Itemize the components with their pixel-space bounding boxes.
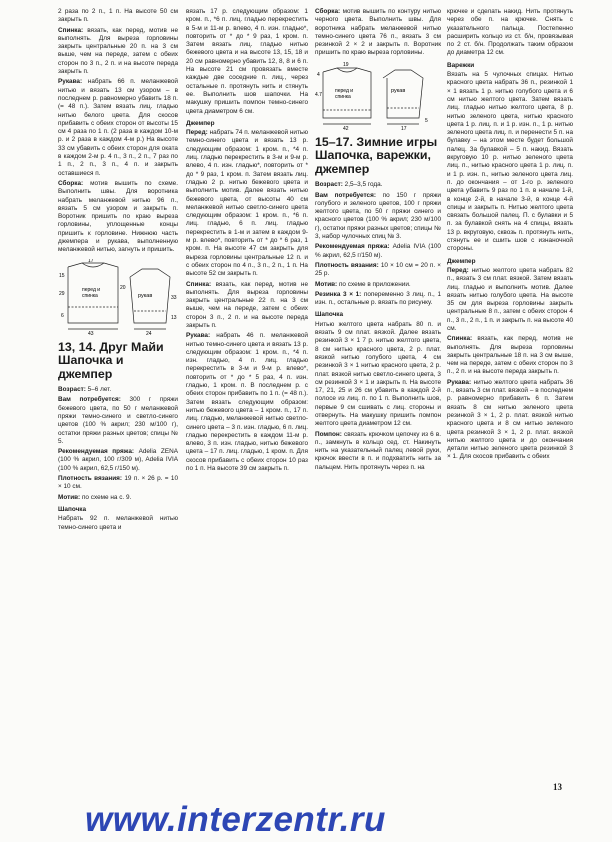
paragraph: [447, 335, 573, 376]
text-front: набрать 74 п. меланжевой нитью темно-синего цвета и вязать 13 р. следующим образом: 1 кром. п., *4 п. лиц. гладью перекрестить в 3-м и 9-м р. влево, 4 п. изн. гладью*, повторить от * до * 9 раз, 1 кром. п. Затем вязать лиц. гладью 2 р. нитью бежевого цвета и выполнить мотив. Далее вязать нитью бежевого цвета, от высоты 40 см меланжевой нитью светло-синего цвета следующим образом: 1 кром. п., *6 п. лиц. гладью, 6 п. лиц. гладью перекрестить в 1-м и затем в каждом 9-м р. влево*, повторить от * до * 6 раз, 1 кром. п. На высоте 47 см закрыть для выреза горловины центральные 12 п. и с обеих сторон по 4 п., 3 п., 2 п., 1 п. На высоте 52 см закрыть п.: [186, 129, 309, 278]
column-4: [447, 8, 573, 464]
pattern-diagram-jumper-1: [58, 259, 178, 335]
text-density: 10 × 10 см = 20 п. × 25 р.: [315, 261, 441, 278]
paragraph: [315, 181, 441, 189]
paragraph: [186, 281, 308, 331]
paragraph: [315, 291, 441, 308]
text-spinka: вязать, как перед, мотив не выполнять. Для выреза горловины закрыть центральные 22 п. на 3 см выше, чем на переде, затем с обеих сторон 3 п., 2 п. и на высоте переда закрыть п.: [186, 280, 308, 329]
text-spinka: вязать, как перед, мотив не выполнять. Для выреза горловины закрыть центральные 18 п. на 3 см выше, чем на переде, затем с обеих сторон по 3 п., 2 п. и на высоте переда закрыть п.: [447, 335, 573, 376]
paragraph: [447, 267, 573, 333]
text-age: 5–6 лет.: [87, 386, 112, 394]
text-spinka: вязать, как перед, мотив не выполнять. Для вырезa горловины закрыть центральные 20 п. на 3 см выше, чем на переде, затем с обеих сторон по 3 п., 2 п. и на высоте переда закрыть п.: [58, 26, 178, 76]
dim-5: 5: [425, 117, 428, 124]
subheading-mittens: Варежки: [447, 61, 475, 69]
paragraph: [315, 192, 441, 242]
subheading-jumper: Джемпер: [447, 257, 476, 265]
dim-19: 19: [343, 61, 349, 68]
dim-15: 15: [59, 272, 65, 279]
text-pompon: связать крючком цепочку из 6 в. п., замкнуть в кольцо сед. ст. Накинуть нить на указательный палец левой руки, крючок ввести в п. и подхватить нить за пальцем. Нить протянуть через п. на: [315, 430, 441, 471]
column-1: [58, 8, 178, 534]
text-rib: попеременно 3 лиц. п., 1 изн. п., остальные р. вязать по рисунку.: [315, 290, 442, 307]
footer-url[interactable]: www.interzentr.ru: [85, 800, 386, 839]
paragraph: [58, 180, 178, 255]
text-need: 300 г пряжи бежевого цвета, по 50 г меланжевой пряжи темно-синего и светло-синего цветов (100 % акрил; 230 м/100 г), остатки пряжи разных цветов; спицы № 5.: [58, 396, 178, 445]
label-yarn: Рекомендуемая пряжа:: [58, 448, 135, 456]
dim-20: 20: [120, 284, 126, 291]
paragraph: [58, 78, 178, 178]
text-sborka: мотив вышить по схеме. Выполнить швы. Для воротника набрать меланжевой нитью 96 п., вязать 5 см узором и закрыть п. Воротник пришить по краю выреза горловины, уплощенные концы пришить к горловине. Нижнюю часть джемпера и рукава, выполненную меланжевой нитью, загнуть и пришить.: [58, 179, 179, 254]
dim-47: 4.7: [315, 91, 322, 98]
text-density: 19 п. × 26 р. = 10 × 10 см.: [58, 475, 178, 491]
text-rukav: набрать 66 п. меланжевой нитью и вязать 13 см узором – в последнем р. равномерно убавить 18 п. (= 48 п.). Затем вязать лиц. гладью нитью белого цвета. Для скосов прибавить с обеих сторон от высоты 15 см 4 раза по 1 п. (2 раза в каждом 10-м р. и 2 раза в каждом 4-м р.) На высоте 33 см убавить с обеих сторон для оката в каждом 2-м р. 4 п., 3 п., 2 п., 7 раз по 1 п., 2 п., 3 п., 4 п. и закрыть оставшиеся п.: [58, 78, 178, 177]
text-age: 2,5–3,5 года.: [344, 181, 383, 189]
label-rukav: Рукава:: [186, 332, 211, 340]
text-sborka: мотив вышить по контуру нитью черного цвета. Выполнить швы. Для воротника набрать меланжевой нитью темно-синего цвета 76 п., вязать 3 см резинкой 2 × 2 и закрыть п. Воротник пришить по краю выреза горловины.: [315, 8, 441, 57]
label-age: Возраст:: [315, 181, 343, 189]
dim-24: 24: [146, 330, 152, 335]
label-need: Вам потребуется:: [315, 191, 376, 199]
paragraph: [447, 379, 573, 462]
label-back: спинка: [82, 292, 98, 299]
subheading-jumper: Джемпер: [186, 119, 215, 127]
paragraph: [315, 431, 441, 472]
paragraph: [58, 396, 178, 446]
label-spinka: Спинка:: [58, 26, 84, 34]
paragraph: вязать 17 р. следующим образом: 1 кром. п., *6 п. лиц. гладью перекрестить в 5-м и 11-м р. влево, 4 п. изн. гладью*, повторить от * до * 9 раз, 1 кром. п. Затем вязать лиц. гладью нитью бежевого цвета и на высоте 13, 15, 18 и 20 см равномерно убавить 12, 8, 8 и 6 п. На высоте 21 см провязать вместе каждые две соседние п. лиц., через остальные п. протянуть нить и стянуть ее. Выполнить шов шапочки. На макушку пришить помпон темно-синего цвета диаметром 6 см.: [186, 8, 308, 115]
pattern-diagram-jumper-2: [315, 62, 441, 130]
text-front: нитью желтого цвета набрать 82 п., вязать 3 см плат. вязкой. Затем вязать лиц. гладью и выполнить мотив. Далее вязать нитью голубого цвета. На высоте 35 см для выреза горловины закрыть центральные 8 п., затем с обеих сторон 4 п., 3 п., 2 п., 1 п. и закрыть п. на высоте 40 см.: [447, 266, 573, 332]
label-density: Плотность вязания:: [58, 475, 122, 483]
dim-13: 13: [171, 314, 177, 321]
label-age: Возраст:: [58, 386, 86, 394]
paragraph: [315, 8, 441, 58]
paragraph: [315, 262, 441, 279]
page-number: 13: [553, 782, 562, 792]
text-yarn: Adelia ZENA (100 % акрил, 100 г/309 м), Adelia IVIA (100 % акрил, 62,5 г/150 м).: [58, 448, 178, 472]
label-sleeve: рукав: [138, 292, 153, 299]
label-density: Плотность вязания:: [315, 261, 379, 269]
paragraph: [58, 494, 178, 502]
dim-6: 6: [61, 312, 64, 319]
paragraph: [58, 475, 178, 492]
label-pompon: Помпон:: [315, 430, 342, 438]
dim-29: 29: [59, 290, 65, 297]
subheading-hat: Шапочка: [315, 311, 344, 319]
label-front: Перед:: [186, 129, 208, 137]
paragraph: [58, 27, 178, 77]
column-2: [186, 8, 308, 475]
label-sborka: Сборка:: [315, 8, 341, 15]
paragraph: Вязать на 5 чулочных спицах. Нитью красного цвета набрать 36 п., резинкой 1 × 1 вязать 1 р. нитью голубого цвета и 6 см нитью желтого цвета. Затем вязать лиц. гладью нитью желтого цвета, 8 р. нитью зеленого цвета, нитью красного цвета 1 р. лиц. п. и 1 р. изн. п., 1 р. нитью зеленого цвета лиц. п. и перенести 5 п. на булавку – на этом месте будет большой палец. За булавкой – 5 п. накид. Вязать вкруговую 10 р. нитью зеленого цвета лиц. п., нитью красного цвета 1 р. лиц. п. и 1 р. изн. п., нитью зеленого цвета лиц. п. до окончания – от 1-го р. зеленого цвета убавить 9 раз по 1 п. в начале 1-й, в конце 2-й, в начале 3-й, в конце 4-й спицы и закрыть п. Нитью желтого цвета связать большой палец. П. с булавки и 5 п. за булавкой снять на 4 спицы, вязать 13 р. вкруговую, сквозь п. протянуть нить, стянуть ее и сшить шов с изнаночной стороны.: [447, 71, 573, 253]
subheading-hat: Шапочка: [58, 505, 87, 513]
section-title-15-17: 15–17. Зимние игры Шапочка, варежки, джемпер: [315, 134, 438, 176]
label-front: перед и: [335, 87, 354, 94]
paragraph: [315, 281, 441, 289]
column-3: [315, 8, 441, 474]
label-sleeve: рукав: [391, 87, 406, 94]
label-rib: Резинка 3 × 1:: [315, 290, 362, 298]
dim-43: 43: [88, 330, 94, 335]
dim-17: 17: [401, 125, 407, 130]
dim-17: 17: [88, 258, 94, 264]
label-yarn: Рекомендуемая пряжа:: [315, 243, 390, 251]
label-motif: Мотив:: [315, 280, 338, 288]
label-back: спинка: [335, 93, 351, 100]
label-spinka: Спинка:: [447, 335, 473, 343]
paragraph: Нитью желтого цвета набрать 80 п. и вязать 9 см плат. вязкой. Далее вязать резинкой 3 × 1 7 р. нитью желтого цвета, 8 см нитью красного цвета, 2 р. плат. вязкой нитью голубого цвета, 4 см резинкой 3 × 1 нитью красного цвета, 2 р. плат. вязкой нитью светло-синего цвета, 3 см резинкой 3 × 1 и закрыть п. На высоте 17, 21, 25 и 26 см убавить в каждой 2-й полосе из лиц. п. по 1 п. Выполнить шов, первые 9 см сшивать с лиц. стороны и отвернуть. На макушку пришить помпон желтого цвета диаметром 12 см.: [315, 320, 441, 428]
paragraph: крючке и сделать накид. Нить протянуть через обе п. на крючке. Снять с указательного пальца. Постепенно расширить кольцо из ст. б/н, провязывая по 2 ст. б/н. Продолжать таким образом до диаметра 12 см.: [447, 8, 573, 57]
text-yarn: Adelia IVIA (100 % акрил, 62,5 г/150 м).: [315, 243, 441, 259]
label-sborka: Сборка:: [58, 179, 84, 187]
paragraph: [58, 448, 178, 473]
section-title-13-14: 13, 14. Друг Майи Шапочка и джемпер: [58, 339, 164, 381]
dim-4: 4: [317, 71, 320, 78]
paragraph: [186, 332, 308, 473]
text-rukav: нитью желтого цвета набрать 36 п., вязать 3 см плат. вязкой – в последнем р. равномерно прибавить 6 п. Затем вязать 8 см нитью зеленого цвета резинкой 3 × 1, 2 р. плат. вязкой нитью красного цвета и 8 см нитью зеленого цвета резинкой 3 × 1, 2 р. плат. вязкой нитью желтого цвета и до окончания детали нитью зеленого цвета резинкой 3 × 1. Для скосов прибавить с обеих: [447, 378, 574, 461]
label-front: перед и: [82, 286, 101, 293]
paragraph: [315, 243, 441, 260]
text-need: по 150 г пряжи голубого и зеленого цветов, 100 г пряжи желтого цвета, по 50 г пряжи синего и красного цветов (100 % акрил; 230 м/100 г), остатки пряжи разных цветов; спицы № 3, набор чулочных спиц № 3.: [315, 191, 442, 241]
label-rukav: Рукава:: [447, 378, 472, 386]
paragraph: [186, 129, 308, 278]
label-spinka: Спинка:: [186, 280, 212, 288]
text-motif: по схеме на с. 9.: [81, 493, 132, 501]
paragraph: [58, 386, 178, 394]
text-rukav: набрать 46 п. меланжевой нитью темно-синего цвета и вязать 13 р. следующим образом: 1 кром. п., *4 п. изн. гладью, 4 п. лиц. гладью перекрестить в 3-м и 9-м р. влево*, повторить от * до * 5 раз, 4 п. изн. гладью, 1 кром. п. В последнем р. с обеих сторон прибавить по 1 п. (= 48 п.). Затем вязать следующим образом: нитью бежевого цвета – 1 кром. п., 17 п. лиц. гладью, меланжевой нитью светло-синего цвета – 3 п. изн. гладью, 6 п. лиц. гладью перекрестить в каждом 11-м р. влево, 3 п. изн. гладью, нитью бежевого цвета – 17 п. лиц. гладью, 1 кром. п. Для скосов прибавить с обеих сторон 10 раз по 1 п. На высоте 39 см закрыть п.: [186, 332, 308, 473]
dim-33: 33: [171, 294, 177, 301]
paragraph: Набрать 92 п. меланжевой нитью темно-синего цвета и: [58, 515, 178, 531]
label-rukav: Рукава:: [58, 78, 83, 86]
paragraph: 2 раза по 2 п., 1 п. На высоте 50 см закрыть п.: [58, 8, 178, 24]
text-motif: по схеме в приложении.: [338, 280, 411, 288]
label-need: Вам потребуется:: [58, 396, 121, 404]
dim-42: 42: [343, 125, 349, 130]
label-motif: Мотив:: [58, 493, 81, 501]
label-front: Перед:: [447, 266, 469, 274]
